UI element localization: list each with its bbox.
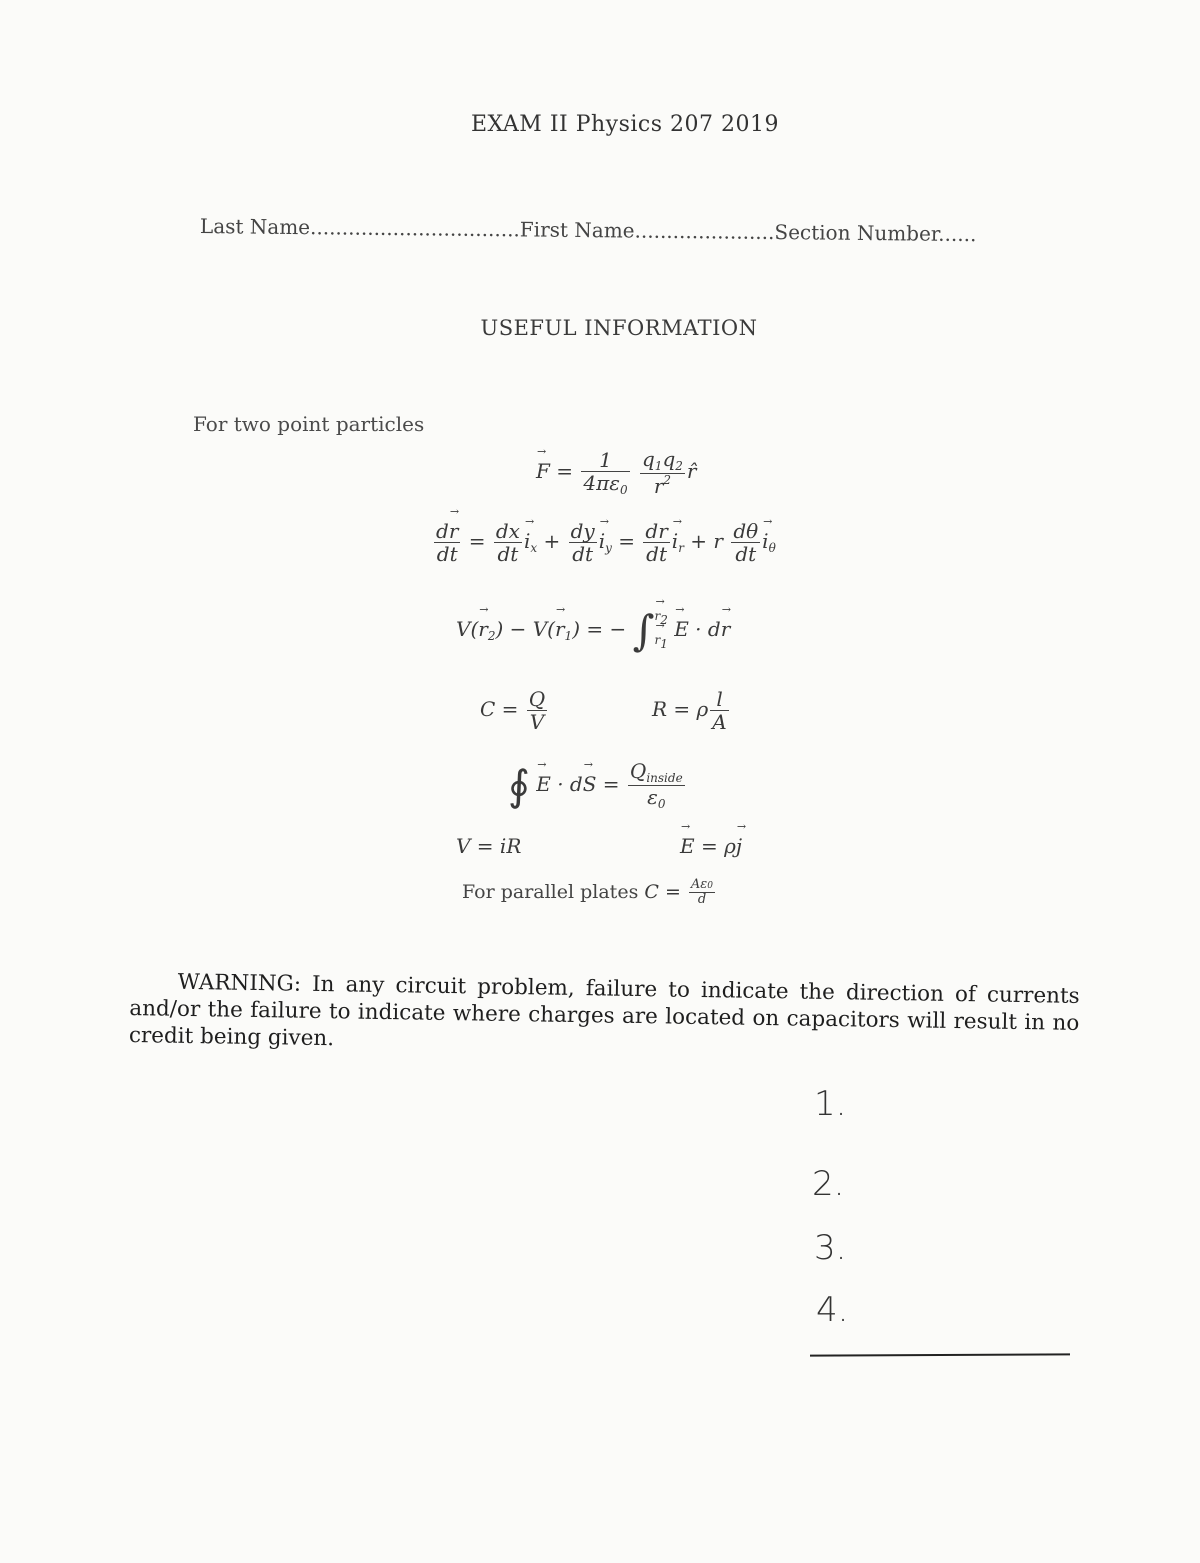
- intro-text: For two point particles: [193, 412, 425, 436]
- useful-info-heading: USEFUL INFORMATION: [480, 316, 758, 340]
- coulomb-law-equation: → F = $\frac{1}{4\pi\varepsilon_0}$ $\frac{q_1q_2}{r^2}$ r̂: [536, 448, 696, 497]
- handwritten-item-1: 1.: [814, 1084, 847, 1124]
- warning-paragraph: [129, 968, 1080, 1064]
- velocity-decomposition-equation: $\frac{d\to r}{dt}$ = $\frac{dx}{dt}$ → $i_x$ + $\frac{dy}{dt}$ → $i_y$ = $\frac{dr}{dt}$ → $i_r + r$ $\frac{d\theta}{dt}$ → $i_\theta$: [432, 520, 776, 565]
- warning-label: WARNING:: [177, 969, 302, 997]
- parallel-plates-label: For parallel plates: [462, 880, 639, 903]
- student-info-line: [200, 214, 977, 246]
- handwritten-total-line: [810, 1353, 1070, 1356]
- resistance-equation: R = ρ $\frac{l}{A}$: [652, 687, 727, 734]
- parallel-plates-equation: For parallel plates C = $\frac{A\varepsilon 0}{d}$: [462, 877, 714, 908]
- field-current-density-equation: → E = ρ→ j: [680, 834, 742, 858]
- last-name-field[interactable]: Last Name.................................: [199, 214, 520, 242]
- first-name-field[interactable]: First Name......................: [519, 217, 775, 245]
- potential-difference-equation: $V(\to r_2) - V(\to r_1)$ = − ∫ → r2 → r1 → E · d→ r: [456, 606, 730, 655]
- ohms-law-equation: V = iR: [456, 834, 522, 858]
- warning-text: In any circuit problem, failure to indicate the direction of currents and/or the failure to indicate where charges are located on capacitors will result in no credit being given.: [128, 971, 1080, 1052]
- handwritten-item-2: 2.: [812, 1164, 845, 1204]
- handwritten-item-4: 4.: [816, 1290, 849, 1330]
- gauss-law-equation: ∮ → E · d→ S = $\frac{Q_{inside}}{\varepsilon_0}$: [508, 760, 687, 811]
- section-number-field[interactable]: Section Number......: [774, 220, 977, 247]
- handwritten-item-3: 3.: [814, 1228, 847, 1268]
- exam-title: EXAM II Physics 207 2019: [470, 112, 780, 137]
- capacitance-equation: C = $\frac{Q}{V}$: [480, 687, 546, 734]
